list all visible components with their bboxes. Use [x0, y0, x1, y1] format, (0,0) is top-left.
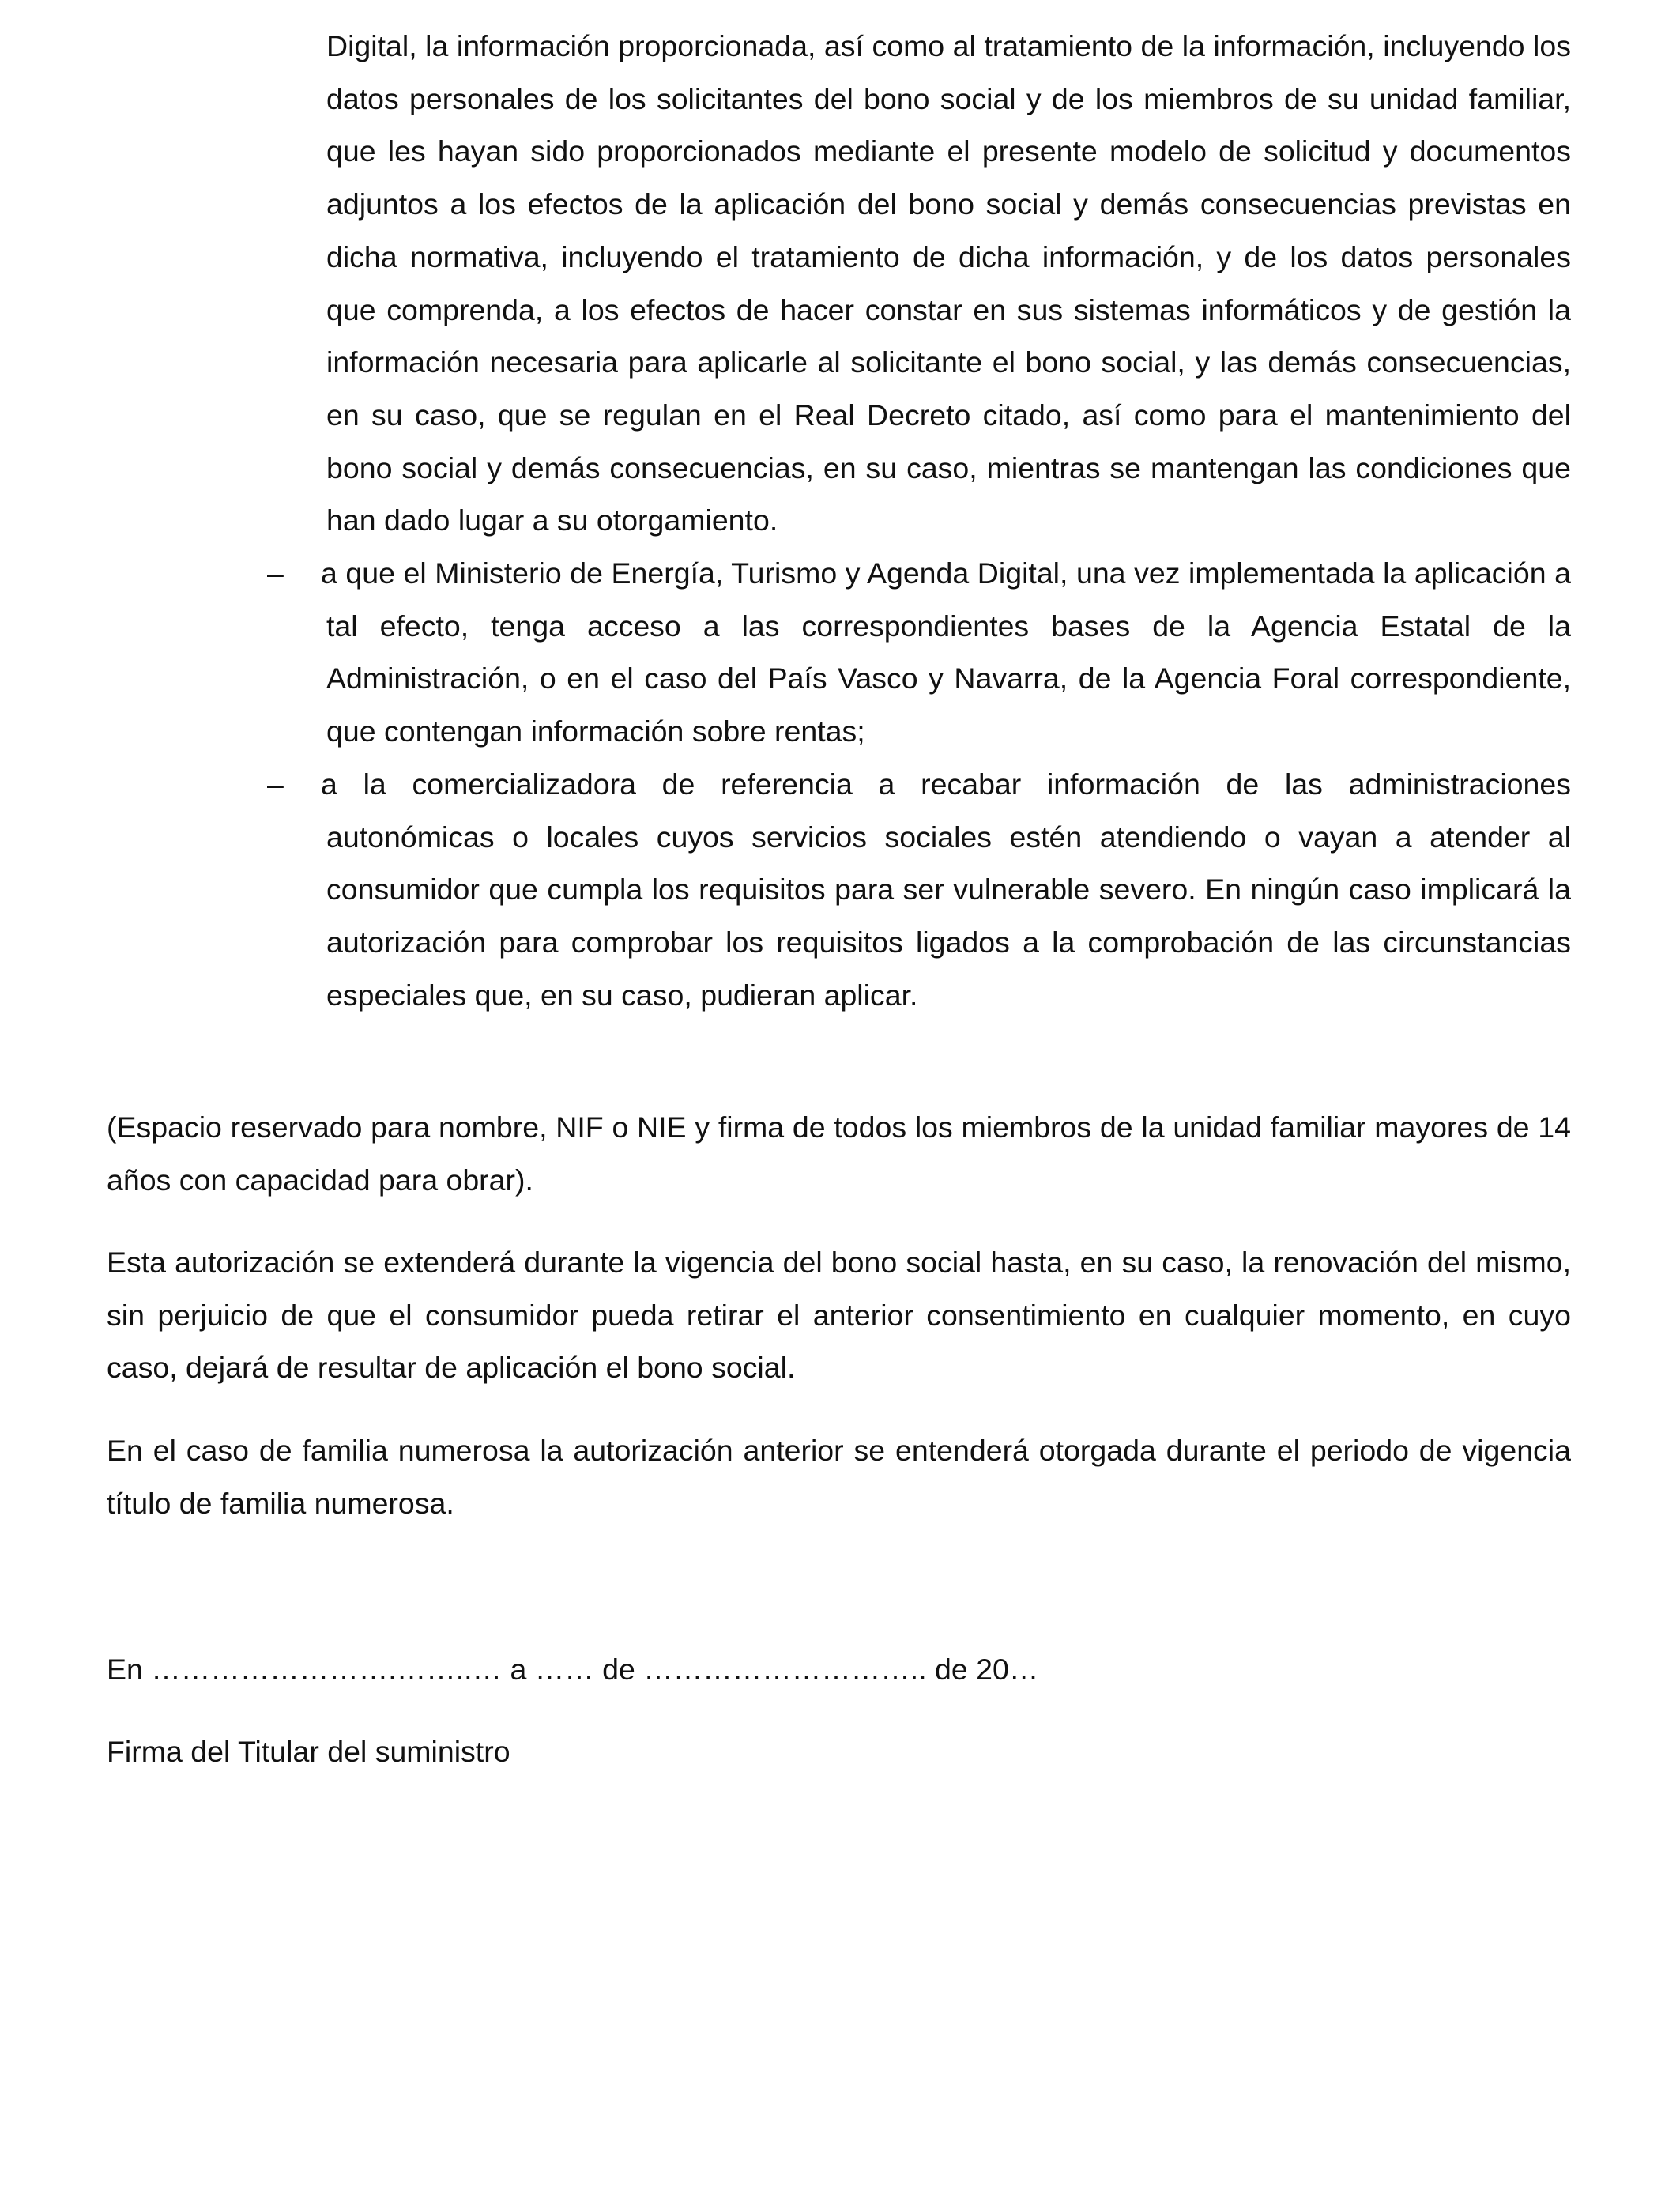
list-item-text: a la comercializadora de referencia a recabar información de las administraciones autonómicas o locales cuyos servicios sociales estén atendiendo o vayan a atender al consumidor que cumpla los requisitos para ser vulnerable severo. En ningún caso implicará la autorización para comprobar los requisitos ligados a la comprobación de las circunstancias especiales que, en su caso, pudieran aplicar.	[321, 767, 1571, 1012]
signature-label: Firma del Titular del suministro	[107, 1735, 510, 1768]
list-item	[267, 547, 1571, 758]
list-item	[267, 758, 1571, 1022]
place-date-line: En …………………….……..… a …… de ……………………….. de 20…	[107, 1653, 1039, 1686]
reserved-space-note: (Espacio reservado para nombre, NIF o NIE y firma de todos los miembros de la unidad familiar mayores de 14 años con capacidad para obrar).	[107, 1110, 1571, 1197]
bullet-dash: –	[267, 767, 284, 801]
list-item-text: a que el Ministerio de Energía, Turismo y Agenda Digital, una vez implementada la aplicación a tal efecto, tenga acceso a las correspondientes bases de la Agencia Estatal de la Administración, o en el caso del País Vasco y Navarra, de la Agencia Foral correspondiente, que contengan información sobre rentas;	[321, 556, 1571, 748]
continuation-paragraph: Digital, la información proporcionada, así como al tratamiento de la información, incluyendo los datos personales de los solicitantes del bono social y de los miembros de su unidad familiar, que les hayan sido proporcionados mediante el presente modelo de solicitud y documentos adjuntos a los efectos de la aplicación del bono social y demás consecuencias previstas en dicha normativa, incluyendo el tratamiento de dicha información, y de los datos personales que comprenda, a los efectos de hacer constar en sus sistemas informáticos y de gestión la información necesaria para aplicarle al solicitante el bono social, y las demás consecuencias, en su caso, que se regulan en el Real Decreto citado, así como para el mantenimiento del bono social y demás consecuencias, en su caso, mientras se mantengan las condiciones que han dado lugar a su otorgamiento.	[326, 29, 1571, 537]
authorization-validity-paragraph: Esta autorización se extenderá durante la vigencia del bono social hasta, en su caso, la renovación del mismo, sin perjuicio de que el consumidor pueda retirar el anterior consentimiento en cualquier momento, en cuyo caso, dejará de resultar de aplicación el bono social.	[107, 1246, 1571, 1385]
large-family-paragraph: En el caso de familia numerosa la autorización anterior se entenderá otorgada durante el periodo de vigencia título de familia numerosa.	[107, 1434, 1571, 1520]
bullet-dash: –	[267, 556, 284, 590]
